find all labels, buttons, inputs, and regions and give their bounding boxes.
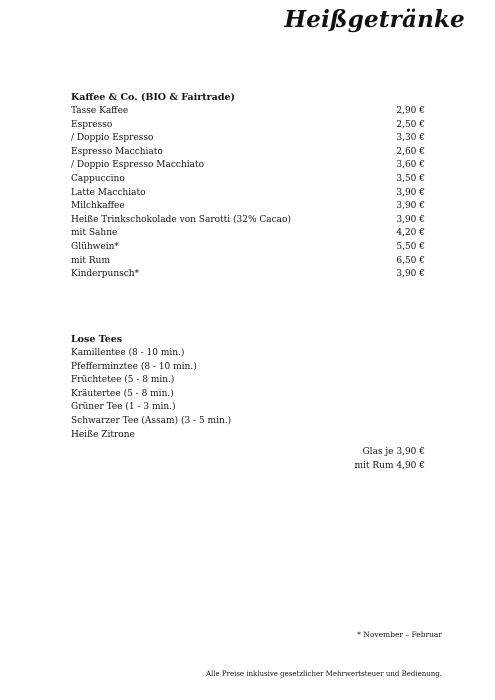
tea-section xyxy=(71,333,425,473)
menu-item-name: / Doppio Espresso Macchiato xyxy=(71,160,205,171)
menu-item-price: 3,90 € xyxy=(396,214,425,225)
menu-item xyxy=(71,146,425,160)
tea-item: Früchtetee (5 - 8 min.) xyxy=(71,375,175,386)
tea-item: Heiße Zitrone xyxy=(71,429,135,440)
tea-item: Grüner Tee (1 - 3 min.) xyxy=(71,402,176,413)
menu-item xyxy=(71,187,425,201)
tea-price-glass: Glas je 3,90 € xyxy=(362,447,425,458)
menu-item-name: / Doppio Espresso xyxy=(71,133,154,144)
tea-item: Pfefferminztee (8 - 10 min.) xyxy=(71,361,197,372)
tea-item-list xyxy=(71,347,425,442)
menu-item-name: Latte Macchiato xyxy=(71,187,146,198)
menu-item-price: 2,50 € xyxy=(396,119,425,130)
menu-item-price: 3,90 € xyxy=(396,269,425,280)
menu-item xyxy=(71,159,425,173)
menu-item-name: mit Sahne xyxy=(71,228,118,239)
menu-item-price: 4,20 € xyxy=(396,228,425,239)
tea-item: Kräutertee (5 - 8 min.) xyxy=(71,388,174,399)
coffee-section xyxy=(71,91,425,282)
menu-item-name: Cappuccino xyxy=(71,173,125,184)
menu-item xyxy=(71,200,425,214)
menu-item-price: 2,60 € xyxy=(396,146,425,157)
menu-item-name: Espresso xyxy=(71,119,113,130)
menu-item-name: Milchkaffee xyxy=(71,201,125,212)
menu-item xyxy=(71,255,425,269)
footnote: * November – Februar xyxy=(357,630,442,639)
menu-item-name: Kinderpunsch* xyxy=(71,269,140,280)
menu-item-price: 5,50 € xyxy=(396,241,425,252)
menu-item-name: Glühwein* xyxy=(71,241,119,252)
price-disclaimer: Alle Preise inklusive gesetzlicher Mehrwertsteuer und Bedienung. xyxy=(206,670,442,678)
menu-item-price: 3,90 € xyxy=(396,201,425,212)
menu-item xyxy=(71,132,425,146)
menu-item-name: Tasse Kaffee xyxy=(71,106,129,116)
menu-item xyxy=(71,119,425,133)
menu-item xyxy=(71,268,425,282)
menu-item-name: Heiße Trinkschokolade von Sarotti (32% Cacao) xyxy=(71,214,291,225)
menu-item-price: 2,90 € xyxy=(396,106,425,116)
tea-price-rum: mit Rum 4,90 € xyxy=(354,460,425,471)
menu-item-price: 3,90 € xyxy=(396,187,425,198)
tea-item: Kamillentee (8 - 10 min.) xyxy=(71,348,185,358)
menu-item-price: 6,50 € xyxy=(396,255,425,266)
coffee-item-list xyxy=(71,105,425,282)
menu-item-price: 3,60 € xyxy=(396,160,425,171)
tea-item: Schwarzer Tee (Assam) (3 - 5 min.) xyxy=(71,415,232,426)
coffee-heading: Kaffee & Co. (BIO & Fairtrade) xyxy=(71,92,235,103)
menu-item-price: 3,50 € xyxy=(396,173,425,184)
menu-item xyxy=(71,241,425,255)
menu-item-price: 3,30 € xyxy=(396,133,425,144)
menu-item xyxy=(71,173,425,187)
menu-item xyxy=(71,214,425,228)
menu-item-name: Espresso Macchiato xyxy=(71,146,163,157)
menu-item xyxy=(71,105,425,119)
menu-item xyxy=(71,227,425,241)
page-title: Heißgetränke xyxy=(284,6,465,33)
tea-heading: Lose Tees xyxy=(71,334,123,345)
menu-item-name: mit Rum xyxy=(71,255,110,266)
